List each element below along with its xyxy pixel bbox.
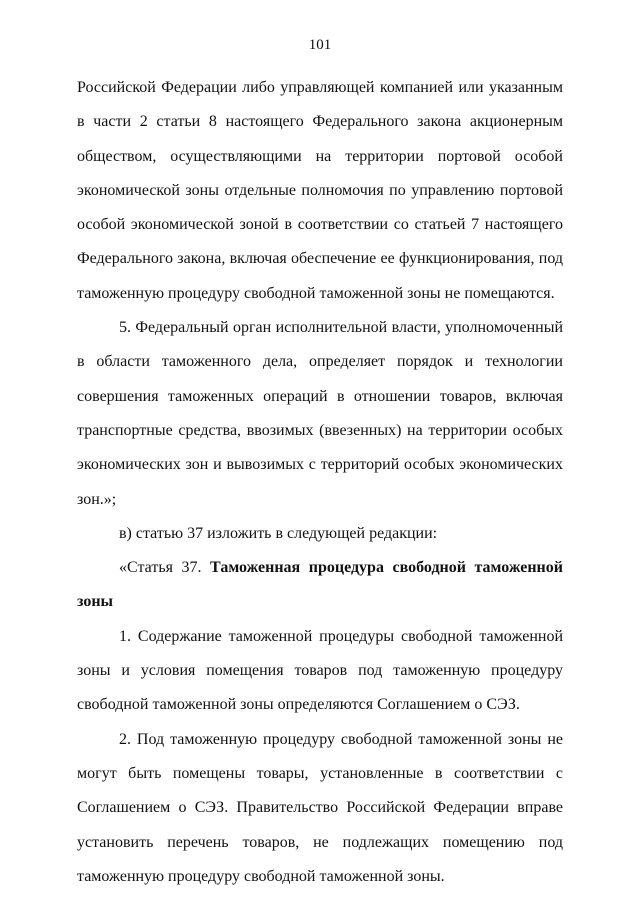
paragraph-continuation: Российской Федерации либо управляющей компанией или указанным в части 2 статьи 8 настоящего Федерального закона акционерным обществом, осуществляющими на территории портовой особой экономической зоны отдельные полномочия по управлению портовой особой экономической зоной в соответствии со статьей 7 настоящего Федерального закона, включая обеспечение ее функционирования, под таможенную процедуру свободной таможенной зоны не помещаются. bbox=[77, 79, 563, 302]
article-37-heading bbox=[77, 551, 563, 620]
paragraph-item-5: 5. Федеральный орган исполнительной власти, уполномоченный в области таможенного дела, определяет порядок и технологии совершения таможенных операций в отношении товаров, включая транспортные средства, ввозимых (ввезенных) на территории особых экономических зон и вывозимых с территорий особых экономических зон.»; bbox=[77, 319, 563, 508]
page-number: 101 bbox=[308, 37, 332, 53]
paragraph-article-37-part-2: 2. Под таможенную процедуру свободной таможенной зоны не могут быть помещены товары, установленные в соответствии с Соглашением о СЭЗ. Правительство Российской Федерации вправе установить перечень товаров, не подлежащих помещению под таможенную процедуру свободной таможенной зоны. bbox=[77, 730, 563, 885]
article-37-heading-prefix: «Статья 37. bbox=[119, 559, 211, 577]
document-body bbox=[77, 71, 563, 894]
paragraph-article-37-part-1: 1. Содержание таможенной процедуры свободной таможенной зоны и условия помещения товаров под таможенную процедуру свободной таможенной зоны определяются Соглашением о СЭЗ. bbox=[77, 627, 563, 714]
article-37-heading-title: Таможенная процедура свободной таможенной зоны bbox=[77, 559, 563, 611]
paragraph-amendment-article-37: в) статью 37 изложить в следующей редакции: bbox=[119, 524, 438, 542]
